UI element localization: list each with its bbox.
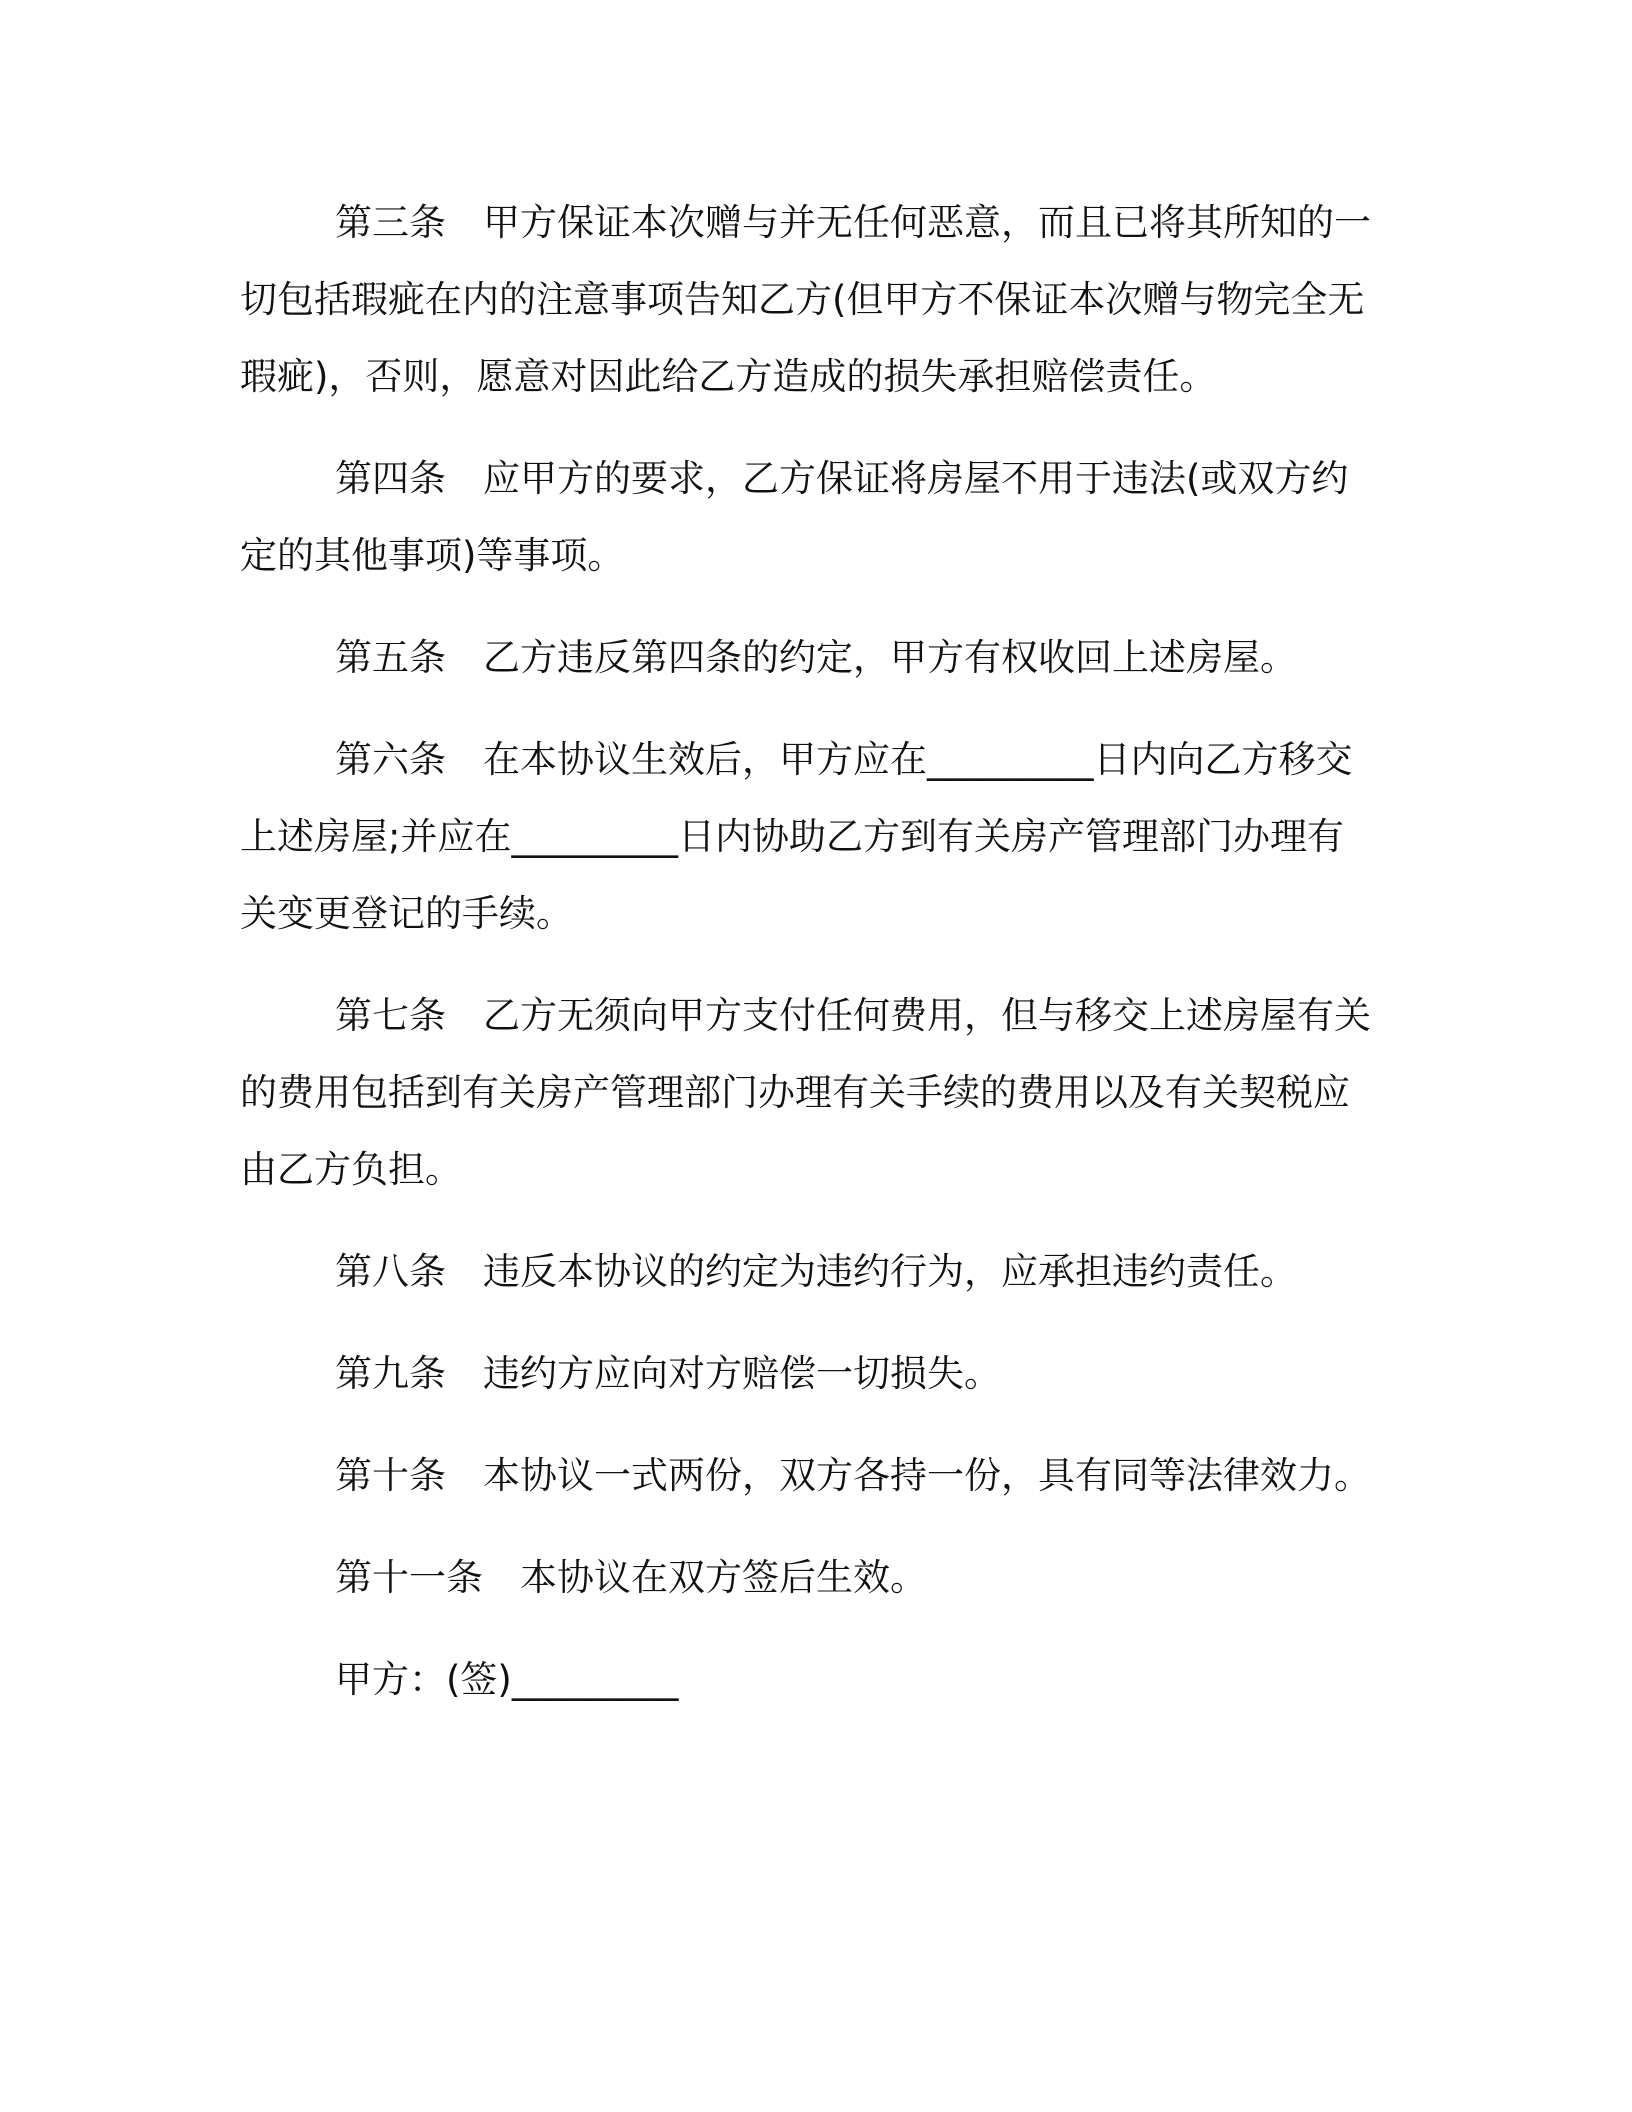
- article-7: [240, 977, 1380, 1208]
- article-10: [240, 1437, 1380, 1514]
- article-4: [240, 440, 1380, 594]
- article-text: 违约方应向对方赔偿一切损失。: [483, 1352, 1001, 1395]
- article-number: 第十一条: [335, 1556, 483, 1599]
- article-5: [240, 619, 1380, 696]
- party-a-label: 甲方：(签)_________: [335, 1658, 679, 1701]
- article-text: 乙方违反第四条的约定，甲方有权收回上述房屋。: [483, 636, 1297, 679]
- article-text: 本协议在双方签后生效。: [520, 1556, 927, 1599]
- article-text: 乙方无须向甲方支付任何费用，但与移交上述房屋有关的费用包括到有关房产管理部门办理有关手续的费用以及有关契税应由乙方负担。: [240, 994, 1371, 1191]
- article-text: 在本协议生效后，甲方应在_________日内向乙方移交上述房屋;并应在_________日内协助乙方到有关房产管理部门办理有关变更登记的手续。: [240, 738, 1353, 935]
- article-number: 第八条: [335, 1250, 446, 1293]
- article-11: [240, 1539, 1380, 1616]
- article-number: 第五条: [335, 636, 446, 679]
- article-number: 第四条: [335, 457, 446, 500]
- article-text: 甲方保证本次赠与并无任何恶意，而且已将其所知的一切包括瑕疵在内的注意事项告知乙方(但甲方不保证本次赠与物完全无瑕疵)，否则，愿意对因此给乙方造成的损失承担赔偿责任。: [240, 201, 1371, 398]
- article-9: [240, 1335, 1380, 1412]
- article-text: 本协议一式两份，双方各持一份，具有同等法律效力。: [483, 1454, 1371, 1497]
- article-number: 第九条: [335, 1352, 446, 1395]
- agreement-body: [240, 184, 1380, 1743]
- article-number: 第七条: [335, 994, 446, 1037]
- article-3: [240, 184, 1380, 415]
- article-text: 应甲方的要求，乙方保证将房屋不用于违法(或双方约定的其他事项)等事项。: [240, 457, 1349, 577]
- article-8: [240, 1233, 1380, 1310]
- article-6: [240, 721, 1380, 952]
- article-number: 第六条: [335, 738, 446, 781]
- article-text: 违反本协议的约定为违约行为，应承担违约责任。: [483, 1250, 1297, 1293]
- party-a-signature-line: [240, 1641, 1380, 1718]
- article-number: 第三条: [335, 201, 446, 244]
- article-number: 第十条: [335, 1454, 446, 1497]
